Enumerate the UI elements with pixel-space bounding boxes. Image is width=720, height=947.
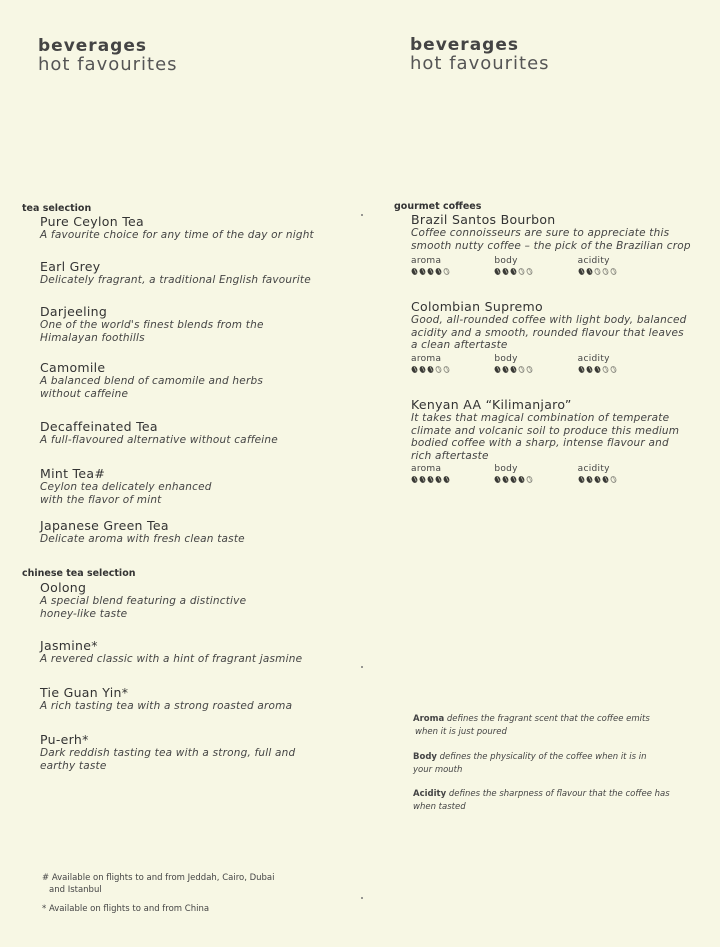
menu-item — [40, 466, 212, 506]
coffee-bean-icon — [442, 365, 450, 374]
coffee-bean-icon — [426, 267, 434, 276]
rating-body — [494, 256, 577, 277]
menu-item — [40, 518, 245, 546]
bean-rating — [578, 476, 661, 485]
coffee-item — [411, 212, 691, 252]
item-description: earthy taste — [40, 759, 107, 772]
item-name: Pure Ceylon Tea — [40, 214, 144, 229]
item-description: Delicately fragrant, a traditional English favourite — [40, 274, 311, 286]
item-description: rich aftertaste — [411, 449, 489, 462]
coffee-bean-icon — [609, 365, 617, 374]
menu-item — [40, 638, 302, 666]
rating-body — [494, 464, 577, 485]
definition-text: when tasted — [413, 802, 466, 812]
item-description: Delicate aroma with fresh clean taste — [40, 533, 245, 545]
coffee-bean-icon — [410, 475, 418, 484]
bean-rating — [494, 476, 577, 485]
coffee-bean-icon — [526, 365, 534, 374]
definition-text: defines the fragrant scent that the coffee emits — [444, 714, 650, 724]
item-description: One of the world's finest blends from the — [40, 319, 264, 331]
rating-label: body — [494, 354, 518, 364]
coffee-bean-icon — [585, 475, 593, 484]
item-description: Good, all-rounded coffee with light body, balanced — [411, 314, 687, 326]
menu-item — [40, 304, 264, 344]
item-description: honey-like taste — [40, 607, 128, 620]
coffee-item — [411, 299, 686, 352]
item-name: Japanese Green Tea — [40, 518, 169, 533]
item-description: acidity and a smooth, rounded flavour that leaves — [411, 326, 684, 339]
item-description: without caffeine — [40, 387, 129, 400]
bean-rating — [411, 476, 494, 485]
item-description: Coffee connoisseurs are sure to appreciate this — [411, 227, 670, 239]
coffee-bean-icon — [434, 365, 442, 374]
definition-body — [413, 751, 693, 777]
rating-acidity — [578, 256, 661, 277]
item-description: bodied coffee with a sharp, intense flavour and — [411, 437, 669, 449]
left-header — [38, 37, 178, 75]
gourmet-coffees-heading: gourmet coffees — [394, 201, 482, 212]
print-mark — [361, 214, 363, 216]
page-subtitle: hot favourites — [410, 53, 550, 74]
coffee-bean-icon — [434, 267, 442, 276]
item-name: Camomile — [40, 360, 106, 375]
coffee-bean-icon — [601, 365, 609, 374]
item-description: Dark reddish tasting tea with a strong, full and — [40, 747, 296, 759]
coffee-bean-icon — [502, 267, 510, 276]
coffee-bean-icon — [609, 475, 617, 484]
page-title: beverages — [410, 35, 519, 55]
definition-text: defines the sharpness of flavour that the coffee has — [446, 789, 670, 799]
coffee-ratings — [411, 256, 661, 277]
menu-item — [40, 419, 278, 447]
menu-item — [40, 214, 314, 242]
bean-rating — [494, 268, 577, 277]
coffee-bean-icon — [410, 365, 418, 374]
item-name: Colombian Supremo — [411, 299, 543, 314]
coffee-bean-icon — [502, 475, 510, 484]
chinese-tea-selection-heading: chinese tea selection — [22, 568, 136, 579]
coffee-bean-icon — [494, 365, 502, 374]
item-description: A favourite choice for any time of the day or night — [40, 229, 314, 241]
item-description: A revered classic with a hint of fragrant jasmine — [40, 653, 303, 665]
item-name: Oolong — [40, 580, 87, 595]
menu-item — [40, 360, 263, 400]
page-subtitle: hot favourites — [38, 54, 178, 75]
menu-item — [40, 580, 246, 620]
rating-label: aroma — [411, 256, 442, 266]
item-description: a clean aftertaste — [411, 339, 508, 351]
definition-text: your mouth — [413, 765, 463, 775]
coffee-bean-icon — [593, 475, 601, 484]
coffee-bean-icon — [418, 267, 426, 276]
definition-term: Body — [413, 752, 437, 762]
right-header — [410, 36, 550, 74]
rating-label: aroma — [411, 464, 442, 474]
item-name: Brazil Santos Bourbon — [411, 212, 556, 227]
item-name: Pu-erh* — [40, 732, 89, 747]
coffee-bean-icon — [601, 475, 609, 484]
coffee-bean-icon — [593, 267, 601, 276]
item-description: Himalayan foothills — [40, 331, 145, 344]
tea-selection-heading: tea selection — [22, 203, 92, 214]
footnote-line: and Istanbul — [49, 885, 102, 895]
bean-rating — [578, 268, 661, 277]
coffee-bean-icon — [585, 365, 593, 374]
rating-label: aroma — [411, 354, 442, 364]
item-description: with the flavor of mint — [40, 493, 162, 506]
definition-text: defines the physicality of the coffee when it is in — [436, 752, 647, 762]
item-description: climate and volcanic soil to produce this medium — [411, 424, 680, 437]
item-description: A rich tasting tea with a strong roasted aroma — [40, 700, 293, 712]
definition-term: Aroma — [413, 714, 445, 724]
rating-aroma — [411, 256, 494, 277]
coffee-bean-icon — [577, 267, 585, 276]
coffee-bean-icon — [510, 267, 518, 276]
rating-label: acidity — [577, 464, 610, 474]
coffee-bean-icon — [418, 475, 426, 484]
menu-item — [40, 259, 311, 287]
coffee-bean-icon — [410, 267, 418, 276]
coffee-item — [411, 397, 679, 462]
menu-item — [40, 685, 292, 713]
coffee-bean-icon — [593, 365, 601, 374]
coffee-bean-icon — [442, 267, 450, 276]
definition-aroma — [413, 713, 693, 739]
coffee-bean-icon — [518, 365, 526, 374]
coffee-bean-icon — [426, 475, 434, 484]
item-description: It takes that magical combination of temperate — [411, 412, 670, 424]
coffee-bean-icon — [494, 475, 502, 484]
coffee-bean-icon — [502, 365, 510, 374]
bean-rating — [494, 366, 577, 375]
coffee-bean-icon — [577, 475, 585, 484]
coffee-bean-icon — [442, 475, 450, 484]
item-name: Tie Guan Yin* — [40, 685, 129, 700]
item-description: Ceylon tea delicately enhanced — [40, 481, 212, 493]
rating-aroma — [411, 464, 494, 485]
menu-item — [40, 732, 295, 772]
coffee-bean-icon — [518, 267, 526, 276]
footnote-hash — [42, 872, 275, 896]
item-name: Jasmine* — [40, 638, 98, 653]
bean-rating — [578, 366, 661, 375]
footnote-star: * Available on flights to and from China — [42, 904, 210, 914]
coffee-bean-icon — [518, 475, 526, 484]
coffee-bean-icon — [577, 365, 585, 374]
coffee-bean-icon — [601, 267, 609, 276]
item-description: A balanced blend of camomile and herbs — [40, 375, 263, 387]
item-name: Kenyan AA “Kilimanjaro” — [411, 397, 572, 412]
coffee-bean-icon — [526, 267, 534, 276]
rating-acidity — [578, 464, 661, 485]
coffee-bean-icon — [609, 267, 617, 276]
coffee-ratings — [411, 354, 661, 375]
item-description: A special blend featuring a distinctive — [40, 595, 247, 607]
coffee-bean-icon — [510, 475, 518, 484]
coffee-bean-icon — [434, 475, 442, 484]
rating-body — [494, 354, 577, 375]
print-mark — [361, 666, 363, 668]
item-description: smooth nutty coffee – the pick of the Brazilian crop — [411, 239, 691, 252]
coffee-bean-icon — [510, 365, 518, 374]
footnote-line: # Available on flights to and from Jeddah, Cairo, Dubai — [42, 873, 275, 883]
print-mark — [361, 897, 363, 899]
coffee-bean-icon — [494, 267, 502, 276]
item-name: Mint Tea# — [40, 466, 106, 481]
rating-aroma — [411, 354, 494, 375]
rating-label: body — [494, 464, 518, 474]
rating-label: acidity — [577, 256, 610, 266]
bean-rating — [411, 268, 494, 277]
coffee-bean-icon — [526, 475, 534, 484]
item-name: Earl Grey — [40, 259, 101, 274]
item-name: Darjeeling — [40, 304, 108, 319]
rating-acidity — [578, 354, 661, 375]
definition-term: Acidity — [413, 789, 447, 799]
coffee-bean-icon — [418, 365, 426, 374]
bean-rating — [411, 366, 494, 375]
coffee-bean-icon — [426, 365, 434, 374]
item-description: A full-flavoured alternative without caffeine — [40, 434, 278, 446]
coffee-ratings — [411, 464, 661, 485]
page-title: beverages — [38, 36, 147, 56]
rating-label: body — [494, 256, 518, 266]
definition-acidity — [413, 788, 693, 814]
definition-text: when it is just poured — [415, 727, 507, 737]
coffee-bean-icon — [585, 267, 593, 276]
item-name: Decaffeinated Tea — [40, 419, 158, 434]
rating-label: acidity — [577, 354, 610, 364]
